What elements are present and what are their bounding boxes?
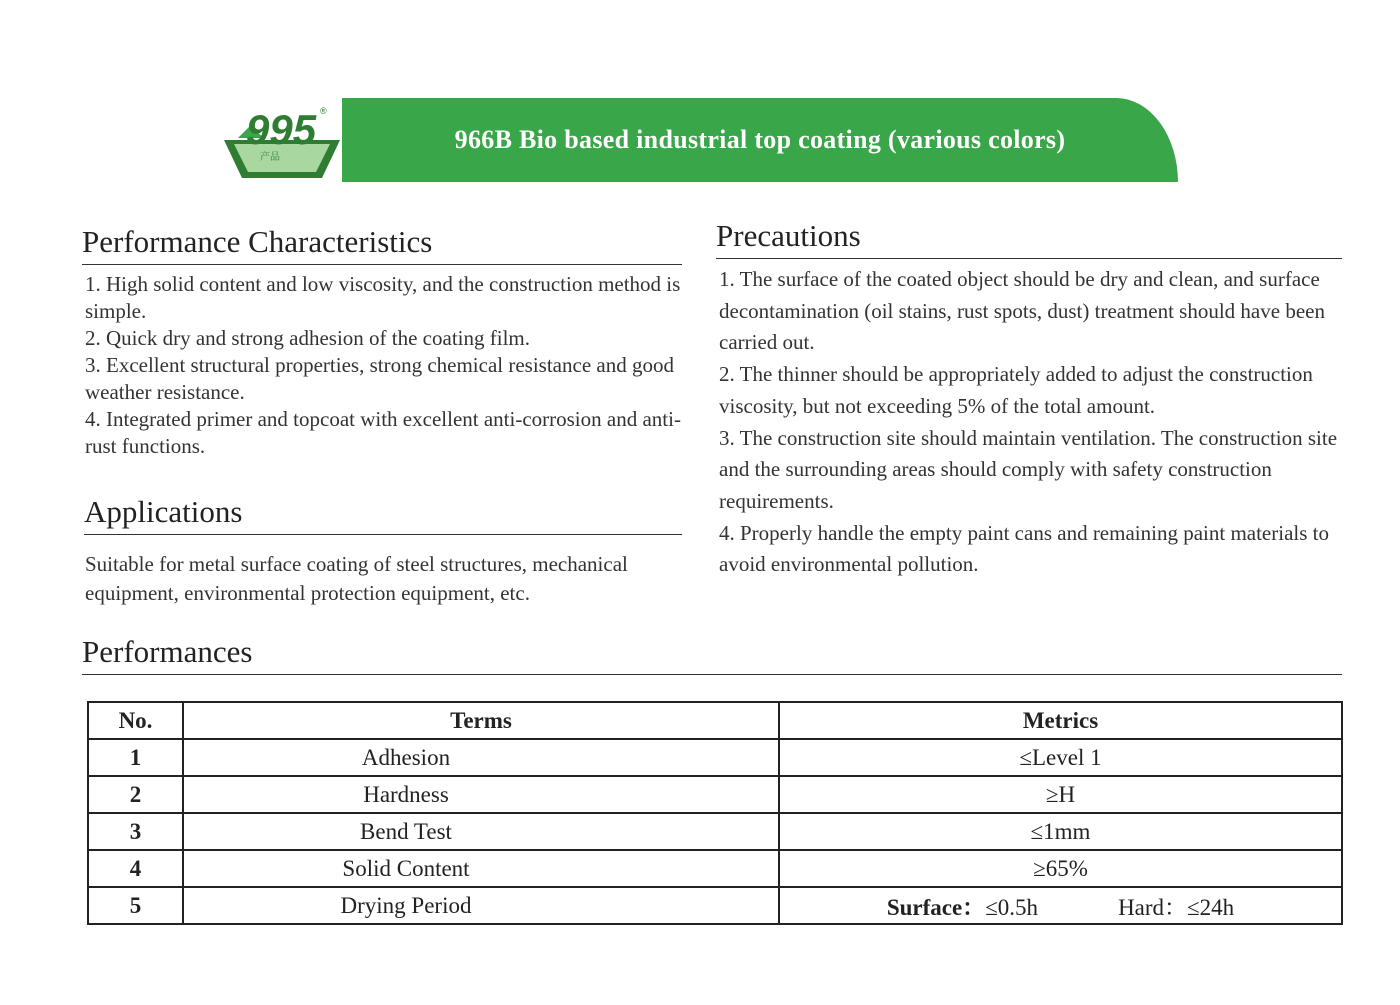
column-header-no: No. xyxy=(88,702,183,739)
list-item: 3. The construction site should maintain ventilation. The construction site and the surrounding areas should comply with safety construction requirements. xyxy=(719,425,1338,513)
row-number: 5 xyxy=(88,887,183,924)
title-banner xyxy=(342,98,1178,182)
applications-text: Suitable for metal surface coating of steel structures, mechanical equipment, environmental protection equipment, etc. xyxy=(85,552,628,605)
row-metric-drying xyxy=(779,887,1342,924)
brand-logo xyxy=(220,98,344,182)
logo-subtext: 产品 xyxy=(260,152,280,163)
hard-label: Hard： xyxy=(1118,895,1188,920)
list-item: 4. Integrated primer and topcoat with excellent anti-corrosion and anti-rust functions. xyxy=(85,407,681,458)
column-header-terms: Terms xyxy=(183,702,779,739)
table-row xyxy=(88,850,1342,887)
performances-table xyxy=(87,701,1343,925)
list-item: 1. The surface of the coated object should be dry and clean, and surface decontamination (oil stains, rust spots, dust) treatment should have been carried out. xyxy=(719,267,1325,355)
hard-drying xyxy=(1118,889,1234,922)
row-term: Drying Period xyxy=(183,887,779,924)
document-header xyxy=(220,98,1178,182)
row-term: Bend Test xyxy=(183,813,779,850)
list-item: 4. Properly handle the empty paint cans and remaining paint materials to avoid environmental pollution. xyxy=(719,520,1329,577)
list-item: 3. Excellent structural properties, strong chemical resistance and good weather resistance. xyxy=(85,353,674,404)
surface-value: ≤0.5h xyxy=(985,895,1039,920)
table-header-row xyxy=(88,702,1342,739)
applications-heading: Applications xyxy=(84,494,682,535)
performance-characteristics-heading: Performance Characteristics xyxy=(82,224,682,265)
row-number: 2 xyxy=(88,776,183,813)
surface-drying xyxy=(887,889,1038,922)
row-number: 1 xyxy=(88,739,183,776)
row-term: Solid Content xyxy=(183,850,779,887)
row-number: 3 xyxy=(88,813,183,850)
row-metric: ≤1mm xyxy=(779,813,1342,850)
registered-mark: ® xyxy=(320,106,327,116)
table-row xyxy=(88,739,1342,776)
hard-value: ≤24h xyxy=(1187,895,1235,920)
column-header-metrics: Metrics xyxy=(779,702,1342,739)
precautions-heading: Precautions xyxy=(716,218,1342,259)
row-term: Adhesion xyxy=(183,739,779,776)
logo-text: 995 xyxy=(246,106,317,153)
table-row xyxy=(88,776,1342,813)
row-number: 4 xyxy=(88,850,183,887)
performances-heading: Performances xyxy=(82,634,1342,675)
table-row xyxy=(88,887,1342,924)
table-row xyxy=(88,813,1342,850)
row-metric: ≤Level 1 xyxy=(779,739,1342,776)
row-metric: ≥H xyxy=(779,776,1342,813)
row-term: Hardness xyxy=(183,776,779,813)
applications-body xyxy=(85,550,695,607)
list-item: 2. The thinner should be appropriately added to adjust the construction viscosity, but not exceeding 5% of the total amount. xyxy=(719,362,1313,418)
performance-characteristics-list xyxy=(85,271,710,460)
document-title: 966B Bio based industrial top coating (various colors) xyxy=(454,125,1066,154)
list-item: 1. High solid content and low viscosity, and the construction method is simple. xyxy=(85,272,681,323)
list-item: 2. Quick dry and strong adhesion of the coating film. xyxy=(85,326,530,350)
surface-label: Surface： xyxy=(886,895,986,920)
row-metric: ≥65% xyxy=(779,850,1342,887)
precautions-list xyxy=(719,264,1364,581)
